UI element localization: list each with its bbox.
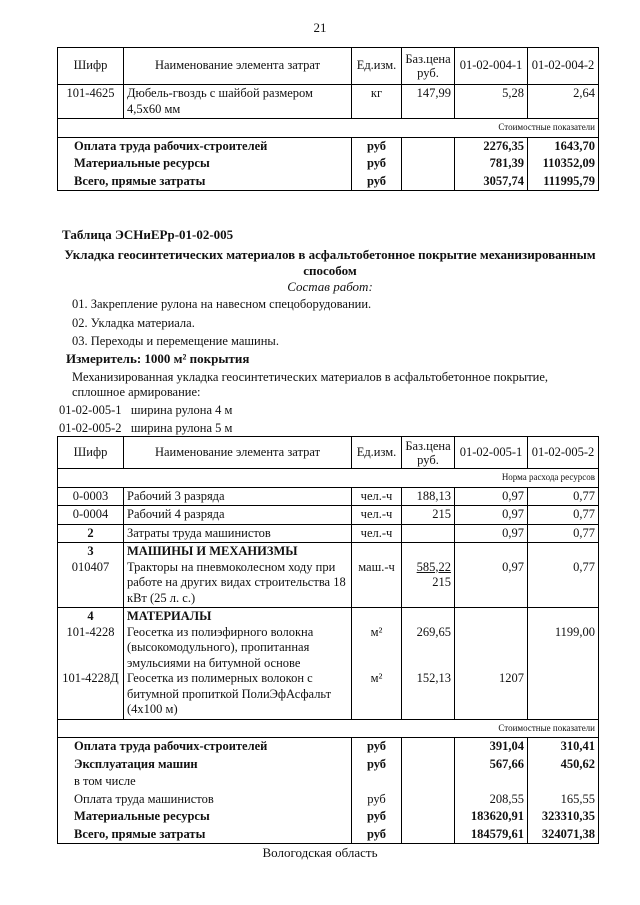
row-value-2: 0,77 bbox=[528, 506, 599, 525]
description-line: Механизированная укладка геосинтетических материалов в асфальтобетонное покрытие, bbox=[72, 370, 549, 384]
total-value-1: 567,66 bbox=[455, 756, 528, 774]
cost-table-01-02-004 bbox=[57, 47, 599, 191]
total-value-2: 450,62 bbox=[528, 756, 599, 774]
row-value-2: 2,64 bbox=[528, 85, 599, 119]
total-empty bbox=[402, 756, 455, 774]
header-name: Наименование элемента затрат bbox=[124, 48, 352, 85]
total-label: Эксплуатация машин bbox=[58, 756, 352, 774]
row-unit: м² bbox=[370, 624, 383, 639]
row-name-line: эмульсиями на битумной основе bbox=[127, 655, 301, 670]
description-line: сплошное армирование: bbox=[72, 385, 201, 399]
total-empty bbox=[402, 738, 455, 756]
materials-price-cell bbox=[402, 608, 455, 720]
subheader-row bbox=[58, 469, 599, 488]
total-label: Оплата труда рабочих-строителей bbox=[58, 738, 352, 756]
row-value-2: 1199,00 bbox=[554, 624, 595, 639]
total-label: Материальные ресурсы bbox=[58, 808, 352, 826]
row-name bbox=[124, 85, 352, 119]
page-footer: Вологодская область bbox=[262, 845, 378, 860]
table-row bbox=[58, 85, 599, 119]
row-code: 010407 bbox=[71, 559, 110, 574]
machines-section bbox=[58, 543, 599, 608]
header-col-1: 01-02-004-1 bbox=[455, 48, 528, 85]
table-row bbox=[58, 506, 599, 525]
row-name: Рабочий 4 разряда bbox=[124, 506, 352, 525]
total-row bbox=[58, 756, 599, 774]
total-label: Всего, прямые затраты bbox=[58, 826, 352, 844]
materials-section bbox=[58, 608, 599, 720]
header-col-1: 01-02-005-1 bbox=[455, 437, 528, 469]
variant-item bbox=[59, 403, 232, 418]
variant-text: ширина рулона 5 м bbox=[130, 421, 233, 435]
total-unit: руб bbox=[352, 173, 402, 191]
total-row bbox=[58, 773, 599, 791]
total-value-2: 323310,35 bbox=[528, 808, 599, 826]
machines-price-cell bbox=[402, 543, 455, 608]
subheader-row bbox=[58, 119, 599, 138]
total-value-1: 781,39 bbox=[455, 155, 528, 173]
row-unit: кг bbox=[352, 85, 402, 119]
row-name-line: работе на других видах строительства 18 bbox=[127, 575, 346, 589]
section-number: 3 bbox=[87, 544, 94, 558]
total-unit: руб bbox=[352, 738, 402, 756]
row-price bbox=[402, 524, 455, 543]
total-value-1: 184579,61 bbox=[455, 826, 528, 844]
row-code: 0-0003 bbox=[58, 487, 124, 506]
header-unit: Ед.изм. bbox=[352, 48, 402, 85]
row-name-line: битумной пропиткой ПолиЭфАсфальт bbox=[127, 686, 332, 701]
total-unit: руб bbox=[352, 756, 402, 774]
row-unit: чел.-ч bbox=[352, 524, 402, 543]
variant-code: 01-02-005-2 bbox=[59, 421, 122, 435]
table-row bbox=[58, 487, 599, 506]
total-value-2 bbox=[528, 773, 599, 791]
total-label: Оплата труда рабочих-строителей bbox=[58, 137, 352, 155]
row-unit: чел.-ч bbox=[352, 487, 402, 506]
row-name-line: Геосетка из полиэфирного волокна bbox=[127, 624, 314, 639]
variant-text: ширина рулона 4 м bbox=[130, 403, 233, 417]
header-price: Баз.цена руб. bbox=[402, 437, 455, 469]
row-price: 269,65 bbox=[416, 624, 451, 639]
row-name-line: Дюбель-гвоздь с шайбой размером bbox=[127, 86, 313, 100]
total-value-2: 110352,09 bbox=[528, 155, 599, 173]
total-empty bbox=[402, 137, 455, 155]
section-heading-line: способом bbox=[303, 263, 357, 278]
machines-unit-cell bbox=[352, 543, 402, 608]
total-row bbox=[58, 808, 599, 826]
row-price: 215 bbox=[432, 575, 451, 589]
header-col-2: 01-02-004-2 bbox=[528, 48, 599, 85]
table-row bbox=[58, 524, 599, 543]
total-value-1 bbox=[455, 773, 528, 791]
row-value-2: 0,77 bbox=[573, 559, 595, 574]
row-name-line: 4,5х60 мм bbox=[127, 101, 181, 116]
total-value-1: 3057,74 bbox=[455, 173, 528, 191]
total-value-1: 2276,35 bbox=[455, 137, 528, 155]
page-number: 21 bbox=[313, 20, 327, 35]
row-value-1: 1207 bbox=[499, 671, 524, 685]
header-unit: Ед.изм. bbox=[352, 437, 402, 469]
machines-v1-cell bbox=[455, 543, 528, 608]
row-price: 585,22 bbox=[416, 559, 451, 574]
total-empty bbox=[402, 826, 455, 844]
row-value-1: 0,97 bbox=[502, 559, 524, 574]
total-row bbox=[58, 791, 599, 809]
total-empty bbox=[402, 791, 455, 809]
materials-v1-cell bbox=[455, 608, 528, 720]
row-value-2: 0,77 bbox=[528, 524, 599, 543]
header-code: Шифр bbox=[58, 48, 124, 85]
subheader-cost: Стоимостные показатели bbox=[58, 719, 599, 738]
row-price: 147,99 bbox=[402, 85, 455, 119]
section-title: МАШИНЫ И МЕХАНИЗМЫ bbox=[127, 544, 298, 558]
composition-title: Состав работ: bbox=[287, 279, 373, 294]
materials-v2-cell bbox=[528, 608, 599, 720]
row-value-1: 0,97 bbox=[455, 487, 528, 506]
section-title: МАТЕРИАЛЫ bbox=[127, 609, 212, 623]
total-row bbox=[58, 173, 599, 191]
row-unit: маш.-ч bbox=[358, 559, 395, 574]
total-value-1: 391,04 bbox=[455, 738, 528, 756]
machines-name-cell bbox=[124, 543, 352, 608]
resource-table-01-02-005 bbox=[57, 436, 599, 844]
total-unit: руб bbox=[352, 826, 402, 844]
table-title: Таблица ЭСНиЕРр-01-02-005 bbox=[62, 227, 234, 242]
row-name-line: (4х100 м) bbox=[127, 702, 178, 716]
total-unit: руб bbox=[352, 808, 402, 826]
total-value-1: 183620,91 bbox=[455, 808, 528, 826]
description bbox=[72, 370, 548, 400]
section-heading bbox=[62, 247, 598, 279]
total-unit bbox=[352, 773, 402, 791]
total-value-2: 111995,79 bbox=[528, 173, 599, 191]
row-name-line: кВт (25 л. с.) bbox=[127, 590, 196, 605]
row-name: Затраты труда машинистов bbox=[124, 524, 352, 543]
total-value-2: 1643,70 bbox=[528, 137, 599, 155]
row-name-line: Геосетка из полимерных волокон с bbox=[127, 671, 313, 685]
table-header-row bbox=[58, 48, 599, 85]
total-unit: руб bbox=[352, 791, 402, 809]
materials-name-cell bbox=[124, 608, 352, 720]
total-empty bbox=[402, 773, 455, 791]
row-name-line: (высокомодульного), пропитанная bbox=[127, 640, 310, 654]
total-empty bbox=[402, 155, 455, 173]
total-unit: руб bbox=[352, 137, 402, 155]
row-value-1: 5,28 bbox=[455, 85, 528, 119]
meter-label: Измеритель: 1000 м² покрытия bbox=[66, 351, 250, 366]
header-code: Шифр bbox=[58, 437, 124, 469]
section-heading-line: Укладка геосинтетических материалов в асфальтобетонное покрытие механизированным bbox=[64, 247, 596, 262]
section-number: 4 bbox=[87, 609, 94, 623]
total-row bbox=[58, 137, 599, 155]
row-price: 152,13 bbox=[416, 671, 451, 685]
total-value-2: 165,55 bbox=[528, 791, 599, 809]
table-header-row bbox=[58, 437, 599, 469]
subheader-cost: Стоимостные показатели bbox=[58, 119, 599, 138]
row-code: 101-4228Д bbox=[62, 671, 119, 685]
total-row bbox=[58, 826, 599, 844]
row-code: 101-4228 bbox=[66, 624, 115, 639]
subheader-row bbox=[58, 719, 599, 738]
subheader-norm: Норма расхода ресурсов bbox=[58, 469, 599, 488]
row-value-1: 0,97 bbox=[455, 524, 528, 543]
variant-item bbox=[59, 421, 232, 436]
total-label: Оплата труда машинистов bbox=[58, 791, 352, 809]
materials-code-cell bbox=[58, 608, 124, 720]
total-row bbox=[58, 155, 599, 173]
total-label: в том числе bbox=[58, 773, 352, 791]
row-price: 215 bbox=[402, 506, 455, 525]
work-item: 01. Закрепление рулона на навесном спецоборудовании. bbox=[72, 297, 372, 311]
row-code: 2 bbox=[58, 524, 124, 543]
row-name-line: Тракторы на пневмоколесном ходу при bbox=[127, 559, 336, 574]
header-price: Баз.цена руб. bbox=[402, 48, 455, 85]
row-code: 101-4625 bbox=[58, 85, 124, 119]
work-item: 03. Переходы и перемещение машины. bbox=[72, 334, 279, 348]
row-code: 0-0004 bbox=[58, 506, 124, 525]
row-unit: чел.-ч bbox=[352, 506, 402, 525]
row-value-2: 0,77 bbox=[528, 487, 599, 506]
total-value-2: 310,41 bbox=[528, 738, 599, 756]
variant-code: 01-02-005-1 bbox=[59, 403, 122, 417]
work-item: 02. Укладка материала. bbox=[72, 316, 195, 330]
row-value-1: 0,97 bbox=[455, 506, 528, 525]
machines-cell bbox=[58, 543, 124, 608]
row-price: 188,13 bbox=[402, 487, 455, 506]
total-label: Материальные ресурсы bbox=[58, 155, 352, 173]
header-col-2: 01-02-005-2 bbox=[528, 437, 599, 469]
row-name: Рабочий 3 разряда bbox=[124, 487, 352, 506]
header-name: Наименование элемента затрат bbox=[124, 437, 352, 469]
total-label: Всего, прямые затраты bbox=[58, 173, 352, 191]
total-empty bbox=[402, 173, 455, 191]
total-unit: руб bbox=[352, 155, 402, 173]
machines-v2-cell bbox=[528, 543, 599, 608]
total-empty bbox=[402, 808, 455, 826]
total-value-1: 208,55 bbox=[455, 791, 528, 809]
total-row bbox=[58, 738, 599, 756]
total-value-2: 324071,38 bbox=[528, 826, 599, 844]
row-unit: м² bbox=[370, 671, 383, 685]
materials-unit-cell bbox=[352, 608, 402, 720]
